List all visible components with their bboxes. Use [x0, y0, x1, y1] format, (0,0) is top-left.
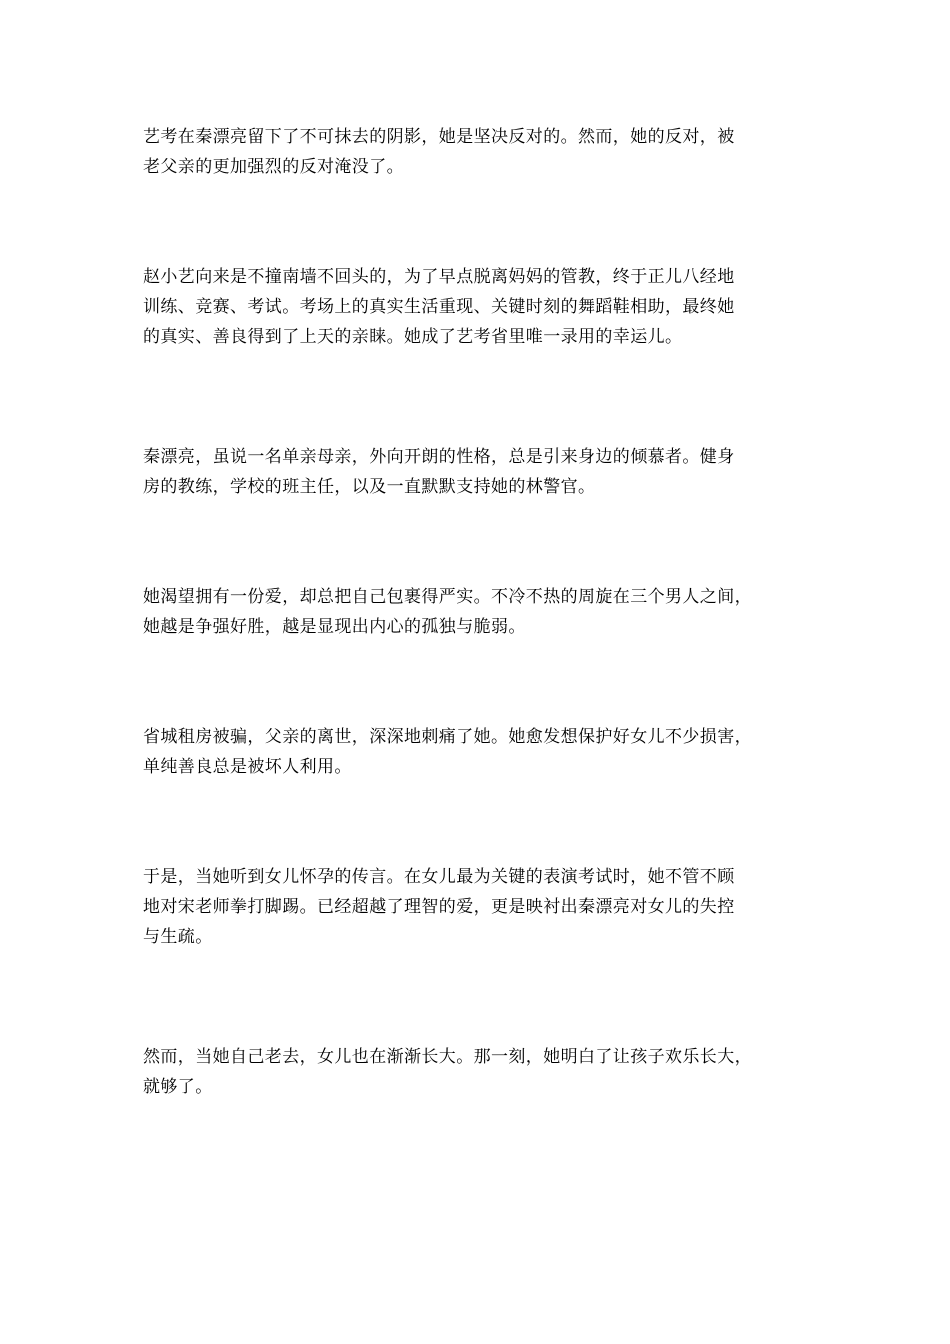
text-line: 房的教练，学校的班主任，以及一直默默支持她的林警官。 [143, 477, 596, 497]
paragraph-7 [143, 1042, 813, 1102]
text-line: 训练、竞赛、考试。考场上的真实生活重现、关键时刻的舞蹈鞋相助，最终她 [143, 297, 735, 317]
text-line: 艺考在秦漂亮留下了不可抹去的阴影，她是坚决反对的。然而，她的反对，被 [143, 127, 735, 147]
text-line: 地对宋老师拳打脚踢。已经超越了理智的爱，更是映衬出秦漂亮对女儿的失控 [143, 897, 735, 917]
paragraph-6 [143, 862, 813, 952]
text-line: 老父亲的更加强烈的反对淹没了。 [143, 157, 404, 177]
paragraph-2 [143, 262, 813, 352]
text-line: 然而，当她自己老去，女儿也在渐渐长大。那一刻，她明白了让孩子欢乐长大， [143, 1047, 752, 1067]
text-line: 就够了。 [143, 1077, 213, 1097]
text-line: 赵小艺向来是不撞南墙不回头的，为了早点脱离妈妈的管教，终于正儿八经地 [143, 267, 735, 287]
text-line: 的真实、善良得到了上天的亲睐。她成了艺考省里唯一录用的幸运儿。 [143, 327, 683, 347]
text-line: 她越是争强好胜，越是显现出内心的孤独与脆弱。 [143, 617, 526, 637]
paragraph-4 [143, 582, 813, 642]
text-line: 秦漂亮，虽说一名单亲母亲，外向开朗的性格，总是引来身边的倾慕者。健身 [143, 447, 735, 467]
text-line: 于是，当她听到女儿怀孕的传言。在女儿最为关键的表演考试时，她不管不顾 [143, 867, 735, 887]
paragraph-5 [143, 722, 813, 782]
text-line: 单纯善良总是被坏人利用。 [143, 757, 352, 777]
text-line: 与生疏。 [143, 927, 213, 947]
paragraph-1 [143, 122, 813, 182]
text-line: 她渴望拥有一份爱，却总把自己包裹得严实。不冷不热的周旋在三个男人之间， [143, 587, 752, 607]
paragraph-3 [143, 442, 813, 502]
text-line: 省城租房被骗，父亲的离世，深深地刺痛了她。她愈发想保护好女儿不少损害， [143, 727, 752, 747]
